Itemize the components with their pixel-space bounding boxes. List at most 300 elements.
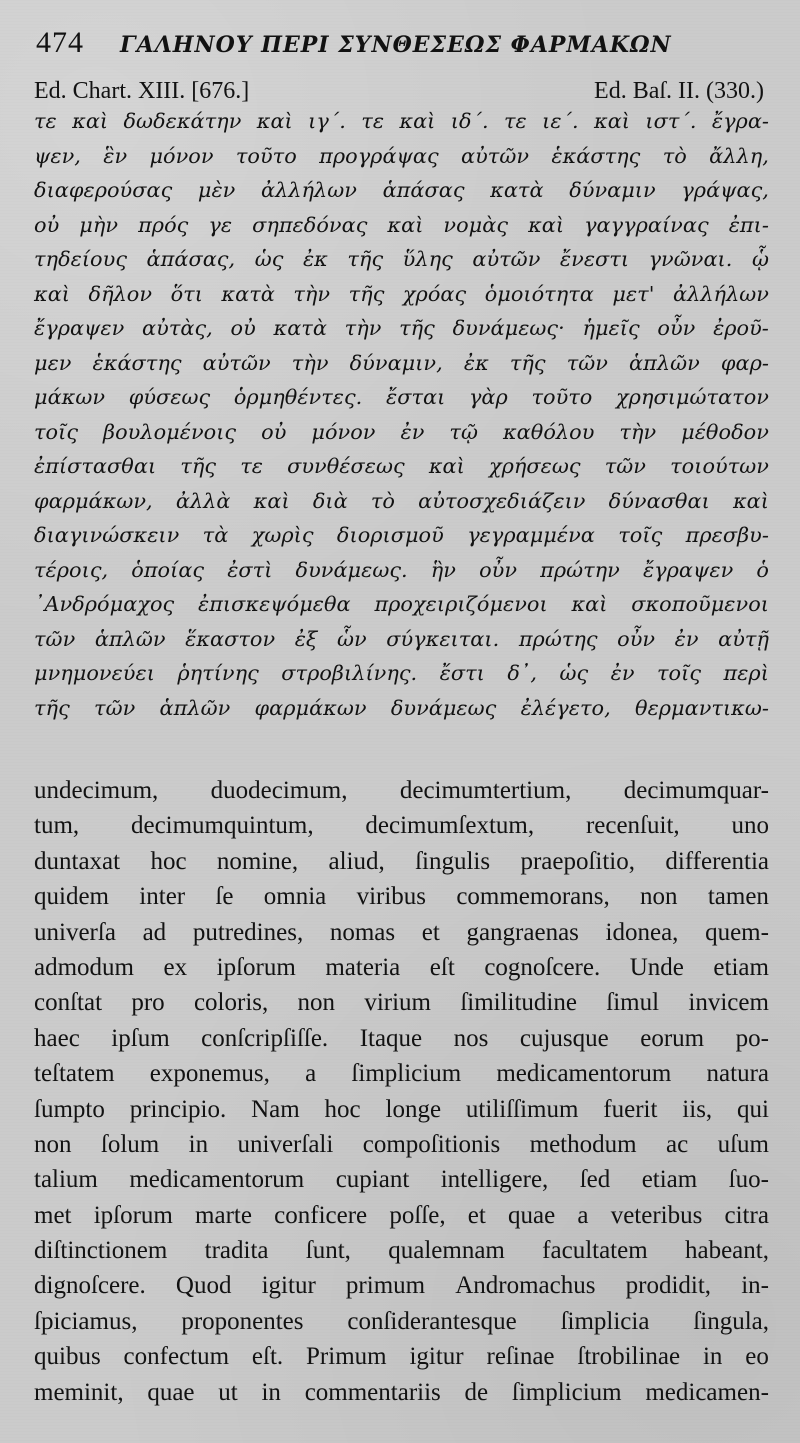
text-word: ὁποίας (131, 557, 205, 582)
latin-line (34, 1021, 769, 1056)
text-word: ex (163, 953, 188, 981)
text-word: δύνασθαι (608, 488, 710, 513)
text-word: conſtat (34, 989, 103, 1017)
text-word: idonea, (605, 918, 679, 946)
edition-reference-left: Ed. Chart. XIII. [676.] (34, 78, 250, 104)
text-word: ὡς (254, 247, 284, 271)
text-word: ac (665, 1130, 689, 1158)
text-word: inter (139, 883, 186, 911)
greek-line (34, 484, 769, 519)
text-word: στροβιλίνης. (281, 661, 418, 685)
text-word: μετ' (612, 281, 655, 306)
text-word: καὶ (594, 109, 631, 133)
text-word: τοῖς (618, 523, 663, 547)
text-word: putredines, (192, 918, 304, 946)
text-word: σύγκειται. (386, 626, 500, 651)
text-word: καὶ (399, 109, 436, 133)
text-word: quae (147, 1378, 195, 1406)
text-word: χωρὶς (251, 523, 314, 547)
text-word: τοιούτων (670, 454, 769, 478)
text-word: omnia (263, 883, 327, 911)
text-word: τέροις, (34, 557, 109, 582)
text-word: iis, (682, 1095, 713, 1123)
text-word: ſingulis (415, 847, 491, 875)
text-word: talium (34, 1166, 98, 1194)
text-word: ſimplicia (560, 1307, 650, 1335)
greek-line (34, 553, 769, 588)
text-word: τῷ (449, 419, 478, 444)
text-word: μόνον (311, 419, 376, 444)
text-word: in (188, 1130, 209, 1158)
text-word: uſum (717, 1130, 769, 1158)
text-word: ἔγραψεν (642, 557, 734, 582)
greek-line (34, 208, 769, 243)
text-word: τῆς (180, 454, 217, 478)
text-word: gangraenas (466, 918, 579, 946)
text-word: haec (34, 1024, 80, 1052)
text-word: nos (453, 1024, 489, 1052)
text-word: δύναμιν, (349, 350, 443, 375)
latin-line (34, 1056, 769, 1091)
text-word: κατὰ (221, 281, 275, 306)
text-word: ἁπάσας, (146, 247, 236, 271)
text-word: prodidit, (625, 1272, 712, 1300)
text-word: χρόας (402, 281, 467, 306)
text-word: decimumſextum, (365, 812, 535, 840)
text-word: medicamentorum (496, 1060, 672, 1088)
text-word: de (464, 1378, 489, 1406)
text-word: ἣν (430, 557, 456, 582)
text-word: βουλομένοις (103, 419, 237, 444)
text-word: πρώτης (518, 626, 598, 651)
text-word: conſcripſiſſe. (201, 1024, 329, 1052)
text-word: ἔσται (385, 385, 446, 409)
text-word: οὖν (617, 626, 656, 651)
greek-line (34, 277, 769, 312)
text-word: δύναμιν (569, 178, 656, 202)
text-word: ipſorum (93, 1201, 173, 1229)
text-word: ſimilitudine (460, 989, 577, 1017)
text-word: ἐροῦ- (713, 316, 769, 340)
text-word: univerſa (34, 918, 116, 946)
greek-line (34, 622, 769, 657)
text-word: οὖν (479, 557, 518, 582)
text-word: met (34, 1201, 72, 1229)
text-word: τε (361, 109, 385, 133)
text-word: συνθέσεως (287, 454, 405, 478)
text-word: ὁρμηθέντες. (233, 385, 363, 409)
text-word: φαρ- (720, 350, 769, 375)
latin-line (34, 915, 769, 950)
text-word: περὶ (723, 661, 769, 685)
greek-line (34, 173, 769, 208)
text-word: ᾿Ανδρόμαχος (34, 592, 175, 616)
text-word: etiam (641, 1166, 698, 1194)
text-word: καὶ (732, 488, 769, 513)
text-word: καὶ (571, 592, 608, 616)
text-word: eſt. (251, 1343, 284, 1371)
text-word: quae (508, 1201, 556, 1229)
text-word: ἁπάσας (382, 178, 465, 202)
text-word: οὐ (34, 212, 60, 237)
text-word: quem- (705, 918, 769, 946)
text-word: αὐτὰς, (142, 316, 213, 340)
text-word: reſinae (486, 1343, 555, 1371)
text-word: τοῦτο (235, 143, 297, 168)
text-word: conſiderantesque (347, 1307, 517, 1335)
text-word: τῆς (347, 247, 384, 271)
latin-line (34, 1233, 769, 1268)
text-word: methodum (529, 1130, 637, 1158)
text-word: non (640, 883, 678, 911)
text-word: τῶν (94, 695, 136, 720)
text-word: pro (131, 989, 165, 1017)
text-word: ἐπισκεψόμεθα (198, 592, 351, 616)
text-word: invicem (688, 989, 769, 1017)
text-word: διορισμοῦ (336, 523, 444, 547)
greek-line (34, 104, 769, 139)
latin-line (34, 950, 769, 985)
text-word: ἁπλῶν (629, 350, 700, 375)
page-header (34, 18, 774, 72)
text-word: eſt (429, 953, 455, 981)
text-word: commentariis (304, 1378, 441, 1406)
text-word: ſtrobilinae (577, 1343, 681, 1371)
text-word: po- (735, 1024, 769, 1052)
text-word: καὶ (387, 212, 424, 237)
text-word: marte (195, 1201, 252, 1229)
text-word: πρεσβυ- (685, 523, 769, 547)
text-word: ᾧ (751, 247, 769, 271)
text-word: exponemus, (149, 1060, 270, 1088)
text-word: ſimul (606, 989, 660, 1017)
text-word: τὰ (202, 523, 229, 547)
latin-line (34, 1127, 769, 1162)
text-word: ἕκαστον (185, 626, 276, 651)
latin-line (34, 1339, 769, 1374)
latin-line (34, 808, 769, 843)
text-word: aliud, (328, 847, 385, 875)
text-word: ſingula, (693, 1307, 769, 1335)
text-word: ὕλης (402, 247, 453, 271)
text-word: in (261, 1378, 281, 1406)
text-word: δυνάμεως (390, 695, 497, 720)
text-word: θερμαντικω- (635, 695, 769, 720)
greek-line (34, 346, 769, 381)
text-word: materia (325, 953, 401, 981)
text-word: τὴν (293, 281, 331, 306)
text-word: Primum (306, 1343, 387, 1371)
text-word: μνημονεύει (34, 661, 155, 685)
text-word: Quod (175, 1272, 232, 1300)
greek-line (34, 449, 769, 484)
text-word: ſumpto (34, 1095, 105, 1123)
text-word: ἔστι (439, 661, 485, 685)
text-word: πρώτην (540, 557, 620, 582)
text-word: compoſitionis (362, 1130, 501, 1158)
text-word: Unde (629, 953, 684, 981)
text-word: confectum (123, 1343, 230, 1371)
latin-translation-block (34, 773, 769, 1410)
text-word: τε (34, 109, 57, 133)
text-word: medicamen- (645, 1378, 769, 1406)
text-word: ſed (579, 1166, 611, 1194)
text-word: γεγραμμένα (467, 523, 595, 547)
greek-line (34, 415, 769, 450)
text-word: ἀλλήλων (260, 178, 357, 202)
text-word: καὶ (528, 212, 565, 237)
text-word: ſpiciamus, (34, 1307, 138, 1335)
text-word: ipſorum (216, 953, 296, 981)
text-word: uno (731, 812, 769, 840)
text-word: καὶ (253, 488, 290, 513)
text-word: ἁπλῶν (94, 626, 166, 651)
text-word: ſimplicium (511, 1378, 622, 1406)
latin-line (34, 844, 769, 879)
text-word: τοῖς (657, 661, 702, 685)
text-word: καθόλου (502, 419, 595, 444)
text-word: μόνον (149, 143, 214, 168)
text-word: univerſali (237, 1130, 334, 1158)
text-word: τὴν (344, 316, 382, 340)
text-word: igitur (409, 1343, 464, 1371)
text-word: quidem (34, 883, 109, 911)
text-word: duntaxat (34, 847, 121, 875)
text-word: διαφερούσας (34, 178, 173, 202)
text-word: προγράψας (319, 143, 439, 168)
text-word: τὸ (370, 488, 395, 513)
text-word: οὖν (657, 316, 696, 340)
text-word: ιδ´. (450, 109, 489, 133)
text-word: et (421, 918, 440, 946)
text-word: commemorans, (456, 883, 610, 911)
text-word: citra (724, 1201, 769, 1229)
text-word: τῆς (399, 316, 435, 340)
text-word: χρήσεως (488, 454, 581, 478)
text-word: meminit, (34, 1378, 124, 1406)
text-word: μὲν (197, 178, 236, 202)
latin-line (34, 1092, 769, 1127)
text-word: decimumquar- (623, 777, 769, 804)
text-word: et (467, 1201, 486, 1229)
text-word: μέθοδον (681, 419, 769, 444)
text-word: ἀλλὰ (175, 488, 231, 513)
text-word: ἑκάστης (551, 143, 641, 168)
text-word: principio. (129, 1095, 227, 1123)
text-word: virium (364, 989, 432, 1017)
text-word: πρός (138, 212, 189, 237)
text-word: ψεν, (34, 143, 81, 168)
text-word: νομὰς (443, 212, 509, 237)
text-word: ἐκ (302, 247, 328, 271)
text-word: τῶν (566, 350, 608, 375)
text-word: τῆς (509, 350, 546, 375)
text-word: ἑκάστης (92, 350, 182, 375)
text-word: ἐστὶ (227, 557, 273, 582)
text-word: dignoſcere. (34, 1272, 146, 1300)
greek-line (34, 587, 769, 622)
text-word: ὁμοιότητα (484, 281, 594, 306)
text-word: ὁ (756, 557, 769, 582)
text-word: cujusque (519, 1024, 609, 1052)
text-word: ſimplicium (351, 1060, 462, 1088)
latin-line (34, 1198, 769, 1233)
text-word: tradita (204, 1237, 269, 1265)
text-word: etiam (713, 953, 769, 981)
text-word: a (577, 1201, 589, 1229)
text-word: ad (142, 918, 167, 946)
text-word: φαρμάκων, (34, 488, 153, 513)
text-word: primum (345, 1272, 426, 1300)
text-word: τε (240, 454, 263, 478)
text-word: hoc (324, 1095, 361, 1123)
text-word: recenſuit, (585, 812, 680, 840)
text-word: ἁπλῶν (159, 695, 231, 720)
text-word: admodum (34, 953, 134, 981)
text-word: οὐ (230, 316, 256, 340)
text-word: ἄλλη, (709, 143, 769, 168)
text-word: viribus (356, 883, 427, 911)
text-word: αὐτῇ (718, 626, 769, 651)
text-word: ἔνεστι (559, 247, 630, 271)
text-word: δ᾿, (507, 661, 538, 685)
text-word: eorum (640, 1024, 705, 1052)
text-word: ιστ´. (645, 109, 697, 133)
text-word: ιγ´. (308, 109, 346, 133)
latin-line (34, 1375, 769, 1410)
text-word: τῆς (34, 695, 70, 720)
text-word: τε (504, 109, 527, 133)
text-word: tamen (707, 883, 769, 911)
text-word: praepoſitio, (520, 847, 635, 875)
greek-line (34, 656, 769, 691)
text-word: φαρμάκων (254, 695, 367, 720)
text-word: ἐπι- (728, 212, 769, 237)
text-word: ἔγραψεν (34, 316, 125, 340)
text-word: decimumquintum, (130, 812, 314, 840)
text-word: ἀλλήλων (673, 281, 769, 306)
latin-line (34, 773, 769, 808)
text-word: veteribus (610, 1201, 703, 1229)
latin-line (34, 1304, 769, 1339)
text-word: καὶ (428, 454, 465, 478)
running-title: ΓΑΛΗΝΟΥ ΠΕΡΙ ΣΥΝΘΕΣΕΩΣ ΦΑΡΜΑΚΩΝ (120, 32, 672, 58)
text-word: κατὰ (273, 316, 327, 340)
text-word: duodecimum, (210, 777, 348, 804)
greek-line (34, 518, 769, 553)
text-word: decimumtertium, (399, 777, 572, 804)
text-word: cognoſcere. (484, 953, 601, 981)
text-word: ἡμεῖς (582, 316, 640, 340)
greek-text-block (34, 104, 769, 725)
text-word: τὴν (291, 350, 329, 375)
text-word: diſtinctionem (34, 1237, 168, 1265)
text-word: ῥητίνης (177, 661, 259, 685)
text-word: ἐπίστασθαι (34, 454, 157, 478)
text-word: αὐτοσχεδιάζειν (418, 488, 586, 513)
text-word: ἔγρα- (711, 109, 769, 133)
text-word: τηδείους (34, 247, 128, 271)
text-word: οὐ (261, 419, 287, 444)
text-word: χρησιμώτατον (616, 385, 769, 409)
text-word: in- (741, 1272, 769, 1300)
greek-line (34, 242, 769, 277)
text-word: ἐξ (294, 626, 318, 651)
text-word: in (702, 1343, 723, 1371)
text-word: ἐν (400, 419, 425, 444)
text-word: ſunt, (305, 1237, 351, 1265)
text-word: ἓν (103, 143, 128, 168)
text-word: τοῦτο (531, 385, 593, 409)
text-word: qualemnam (388, 1237, 505, 1265)
latin-line (34, 879, 769, 914)
text-word: non (34, 1130, 72, 1158)
text-word: καὶ (34, 281, 70, 306)
text-word: a (305, 1060, 317, 1088)
text-word: τῶν (604, 454, 646, 478)
text-word: σκοποῦμενοι (631, 592, 769, 616)
text-word: ἐν (610, 661, 635, 685)
text-word: μάκων (34, 385, 106, 409)
text-word: φύσεως (128, 385, 211, 409)
greek-line (34, 691, 769, 726)
text-word: ἐλέγετο, (520, 695, 611, 720)
text-word: proponentes (181, 1307, 304, 1335)
text-word: τῆς (348, 281, 385, 306)
edition-reference-right: Ed. Baſ. II. (330.) (594, 78, 764, 104)
text-word: δυνάμεως. (295, 557, 408, 582)
text-word: coloris, (193, 989, 269, 1017)
text-word: cupiant (335, 1166, 410, 1194)
text-word: longe (385, 1095, 442, 1123)
text-word: τῶν (34, 626, 76, 651)
text-word: διαγινώσκειν (34, 523, 180, 547)
text-word: τοῖς (34, 419, 79, 444)
text-word: τὸ (662, 143, 687, 168)
text-word: ipſum (111, 1024, 170, 1052)
text-word: Nam (251, 1095, 300, 1123)
text-word: conficere (274, 1201, 368, 1229)
text-word: quibus (34, 1343, 101, 1371)
text-word: δυνάμεως· (452, 316, 565, 340)
text-word: ὡς (559, 661, 589, 685)
text-word: teſtatem (34, 1060, 115, 1088)
latin-line (34, 1268, 769, 1303)
latin-line (34, 985, 769, 1020)
text-word: eo (745, 1343, 769, 1371)
text-word: non (297, 989, 336, 1017)
page-number: 474 (36, 26, 84, 59)
text-word: natura (706, 1060, 769, 1088)
text-word: δῆλον (88, 281, 153, 306)
text-word: undecimum, (34, 777, 159, 804)
latin-line (34, 1162, 769, 1197)
text-word: Andromachus (455, 1272, 596, 1300)
greek-line (34, 139, 769, 174)
text-word: ὧν (336, 626, 367, 651)
text-word: μεν (34, 350, 72, 375)
text-word: ſe (215, 883, 234, 911)
text-word: facultatem (542, 1237, 648, 1265)
text-word: τὴν (619, 419, 657, 444)
text-word: σηπεδόνας (252, 212, 368, 237)
text-word: habeant, (684, 1237, 769, 1265)
text-word: αὐτῶν (202, 350, 271, 375)
text-word: ſuo- (728, 1166, 769, 1194)
text-word: ὅτι (170, 281, 203, 306)
text-word: ſolum (100, 1130, 160, 1158)
text-word: αὐτῶν (472, 247, 541, 271)
